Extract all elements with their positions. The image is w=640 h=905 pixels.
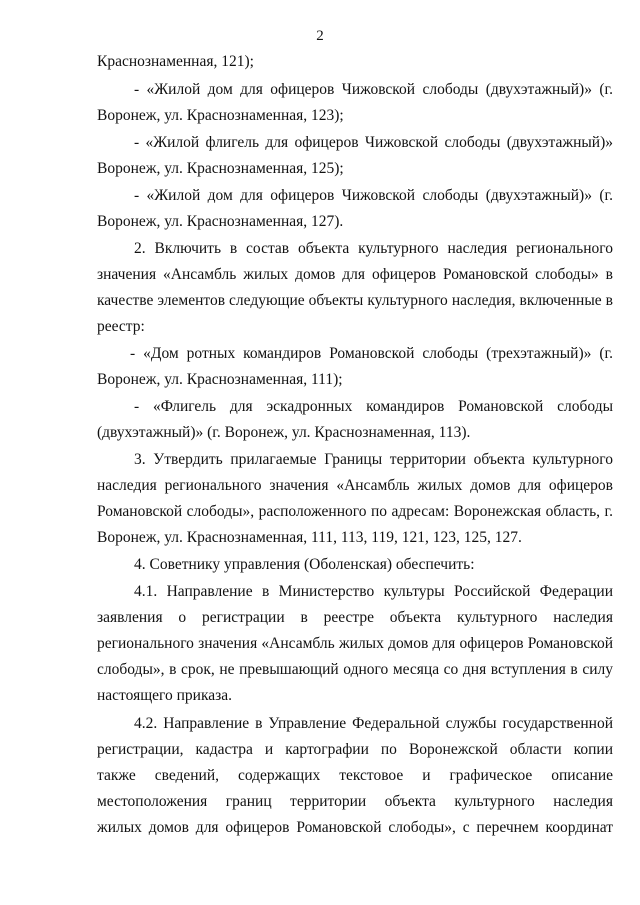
paragraph-2-line: качестве элементов следующие объекты культурного наследия, включенные в — [97, 292, 613, 309]
paragraph-4-1-line: 4.1. Направление в Министерство культуры Российской Федерации — [134, 583, 613, 600]
text-line: Воронеж, ул. Краснознаменная, 125); — [97, 160, 344, 177]
paragraph-2-line: значения «Ансамбль жилых домов для офицеров Романовской слободы» в — [97, 266, 613, 283]
paragraph-4-2-line: регистрации, кадастра и картографии по Воронежской области копии — [97, 741, 613, 758]
paragraph-4-1-line: настоящего приказа. — [97, 687, 233, 704]
text-line: Воронеж, ул. Краснознаменная, 111); — [97, 371, 343, 388]
paragraph-2-line: реестр: — [97, 318, 145, 335]
paragraph-3-line: Воронеж, ул. Краснознаменная, 111, 113, 119, 121, 123, 125, 127. — [97, 529, 522, 546]
text-line: Воронеж, ул. Краснознаменная, 123); — [97, 107, 344, 124]
paragraph-4-2-line: местоположения границ территории объекта культурного наследия — [97, 793, 613, 810]
paragraph-4-2-line: 4.2. Направление в Управление Федеральной службы государственной — [134, 715, 613, 732]
paragraph-3-line: Романовской слободы», расположенного по адресам: Воронежская область, г. — [97, 503, 613, 520]
list-item-line: - «Флигель для эскадронных командиров Романовской слободы — [134, 398, 613, 415]
paragraph-4-2-line: также сведений, содержащих текстовое и графическое описание — [97, 767, 613, 784]
paragraph-4-1-line: слободы», в срок, не превышающий одного месяца со дня вступления в силу — [97, 661, 613, 678]
list-item-line: - «Дом ротных командиров Романовской слободы (трехэтажный)» (г. — [130, 345, 613, 362]
text-line: (двухэтажный)» (г. Воронеж, ул. Краснознаменная, 113). — [97, 424, 471, 441]
paragraph-3-line: наследия регионального значения «Ансамбль жилых домов для офицеров — [97, 477, 613, 494]
paragraph-4-1-line: регионального значения «Ансамбль жилых домов для офицеров Романовской — [97, 635, 613, 652]
text-line: Краснознаменная, 121); — [97, 53, 254, 70]
paragraph-3-line: 3. Утвердить прилагаемые Границы территории объекта культурного — [134, 451, 613, 468]
text-line: Воронеж, ул. Краснознаменная, 127). — [97, 213, 344, 230]
paragraph-4-1-line: заявления о регистрации в реестре объекта культурного наследия — [97, 609, 613, 626]
paragraph-4-line: 4. Советнику управления (Оболенская) обеспечить: — [134, 556, 475, 573]
list-item-line: - «Жилой дом для офицеров Чижовской слободы (двухэтажный)» (г. — [134, 81, 613, 98]
page-number: 2 — [316, 28, 324, 44]
list-item-line: - «Жилой флигель для офицеров Чижовской слободы (двухэтажный)» — [134, 134, 613, 151]
paragraph-4-2-line: жилых домов для офицеров Романовской слободы», с перечнем координат — [97, 819, 613, 836]
paragraph-2-line: 2. Включить в состав объекта культурного наследия регионального — [134, 240, 613, 257]
list-item-line: - «Жилой дом для офицеров Чижовской слободы (двухэтажный)» (г. — [134, 187, 613, 204]
